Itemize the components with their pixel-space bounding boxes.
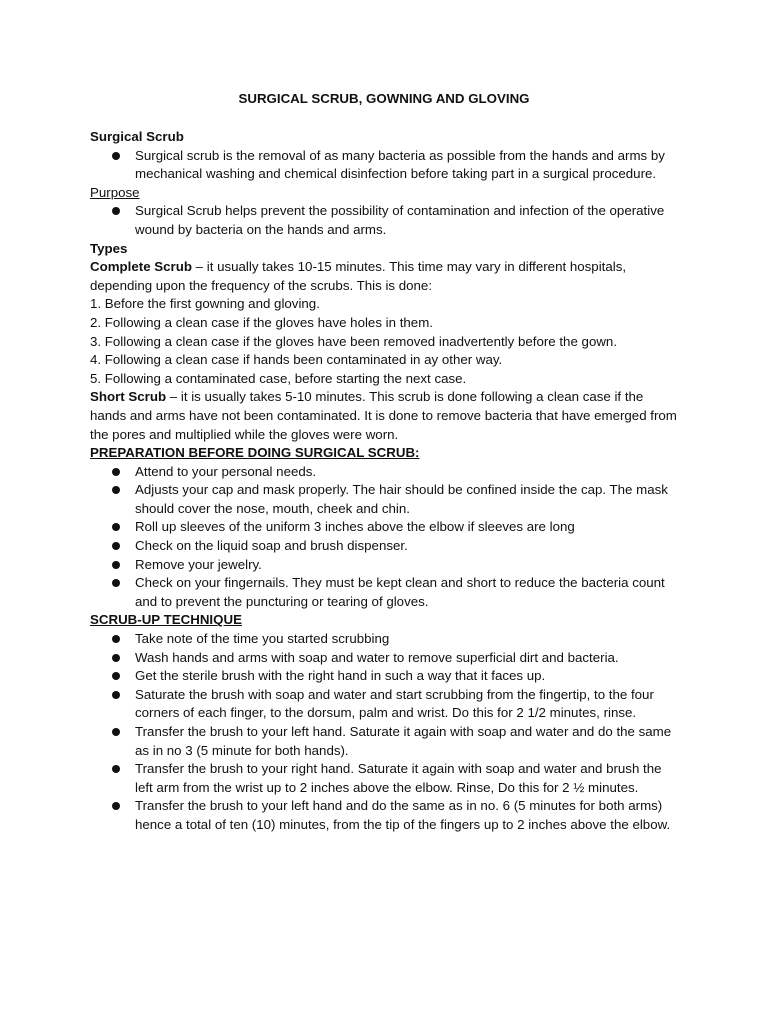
list-item-text: Transfer the brush to your right hand. Saturate it again with soap and water and brush the left arm from the wrist up to 2 inches above the elbow. Rinse, Do this for 2 ½ minutes. (135, 761, 662, 795)
document-page (90, 90, 678, 835)
complete-scrub-paragraph (90, 258, 678, 295)
preparation-heading: PREPARATION BEFORE DOING SURGICAL SCRUB: (90, 445, 420, 461)
bullet-icon (112, 523, 120, 531)
purpose-text: Surgical Scrub helps prevent the possibility of contamination and infection of the operative wound by bacteria on the hands and arms. (135, 203, 665, 237)
list-item-text: Attend to your personal needs. (135, 463, 317, 479)
surgical-scrub-definition: Surgical scrub is the removal of as many bacteria as possible from the hands and arms by mechanical washing and chemical disinfection before taking part in a surgical procedure. (135, 147, 665, 182)
bullet-icon (112, 152, 120, 160)
complete-scrub-text: – it usually takes 10-15 minutes. This time may vary in different hospitals, depending upon the frequency of the scrubs. This is done: (90, 259, 627, 293)
short-scrub-label: Short Scrub (90, 389, 167, 405)
short-scrub-text: – it is usually takes 5-10 minutes. This scrub is done following a clean case if the hands and arms have not been contaminated. It is done to remove bacteria that have emerged from the pores and multiplied while the gloves were worn. (90, 389, 677, 442)
list-item (90, 202, 678, 239)
list-item (90, 481, 678, 518)
list-item (90, 556, 678, 575)
list-item-text: Roll up sleeves of the uniform 3 inches above the elbow if sleeves are long (135, 519, 575, 535)
purpose-list (90, 202, 678, 239)
list-item-text: Adjusts your cap and mask properly. The hair should be confined inside the cap. The mask should cover the nose, mouth, cheek and chin. (135, 482, 668, 516)
list-item-text: Remove your jewelry. (135, 556, 262, 572)
complete-scrub-step: 4. Following a clean case if hands been contaminated in ay other way. (90, 352, 503, 368)
bullet-icon (112, 561, 120, 569)
list-item-text: Wash hands and arms with soap and water to remove superficial dirt and bacteria. (135, 649, 619, 665)
bullet-icon (112, 802, 120, 810)
short-scrub-paragraph (90, 388, 678, 444)
list-item (90, 574, 678, 611)
list-item-text: Take note of the time you started scrubbing (135, 631, 390, 647)
bullet-icon (112, 654, 120, 662)
bullet-icon (112, 486, 120, 494)
list-item (90, 723, 678, 760)
list-item-text: Saturate the brush with soap and water and start scrubbing from the fingertip, to the four corners of each finger, to the dorsum, palm and wrist. Do this for 2 1/2 minutes, rinse. (135, 686, 654, 721)
bullet-icon (112, 468, 120, 476)
list-item-text: Get the sterile brush with the right hand in such a way that it faces up. (135, 668, 546, 684)
surgical-scrub-list (90, 147, 678, 184)
list-item (90, 667, 678, 686)
surgical-scrub-heading: Surgical Scrub (90, 129, 184, 144)
list-item-text: Transfer the brush to your left hand. Saturate it again with soap and water and do the same as in no 3 (5 minute for both hands). (135, 724, 672, 758)
list-item (90, 463, 678, 482)
bullet-icon (112, 672, 120, 680)
complete-scrub-step: 5. Following a contaminated case, before starting the next case. (90, 370, 467, 386)
bullet-icon (112, 579, 120, 587)
preparation-list (90, 463, 678, 612)
list-item-text: Transfer the brush to your left hand and do the same as in no. 6 (5 minutes for both arms) hence a total of ten (10) minutes, from the tip of the fingers up to 2 inches above the elbow. (135, 798, 671, 832)
list-item-text: Check on the liquid soap and brush dispenser. (135, 538, 408, 554)
purpose-heading: Purpose (90, 184, 140, 200)
scrub-up-heading: SCRUB-UP TECHNIQUE (90, 612, 242, 628)
complete-scrub-step: 3. Following a clean case if the gloves have been removed inadvertently before the gown. (90, 333, 618, 349)
complete-scrub-label: Complete Scrub (90, 259, 192, 275)
complete-scrub-step: 2. Following a clean case if the gloves have holes in them. (90, 314, 433, 330)
list-item (90, 630, 678, 649)
bullet-icon (112, 635, 120, 643)
list-item (90, 537, 678, 556)
bullet-icon (112, 728, 120, 736)
bullet-icon (112, 207, 120, 215)
list-item (90, 147, 678, 184)
document-title: SURGICAL SCRUB, GOWNING AND GLOVING (238, 91, 530, 106)
list-item (90, 649, 678, 668)
types-heading: Types (90, 240, 128, 256)
bullet-icon (112, 691, 120, 699)
list-item-text: Check on your fingernails. They must be kept clean and short to reduce the bacteria count and to prevent the puncturing or tearing of gloves. (135, 575, 665, 609)
scrub-up-list (90, 630, 678, 835)
list-item (90, 686, 678, 723)
complete-scrub-step: 1. Before the first gowning and gloving. (90, 296, 320, 312)
bullet-icon (112, 542, 120, 550)
list-item (90, 518, 678, 537)
list-item (90, 797, 678, 834)
list-item (90, 760, 678, 797)
bullet-icon (112, 765, 120, 773)
